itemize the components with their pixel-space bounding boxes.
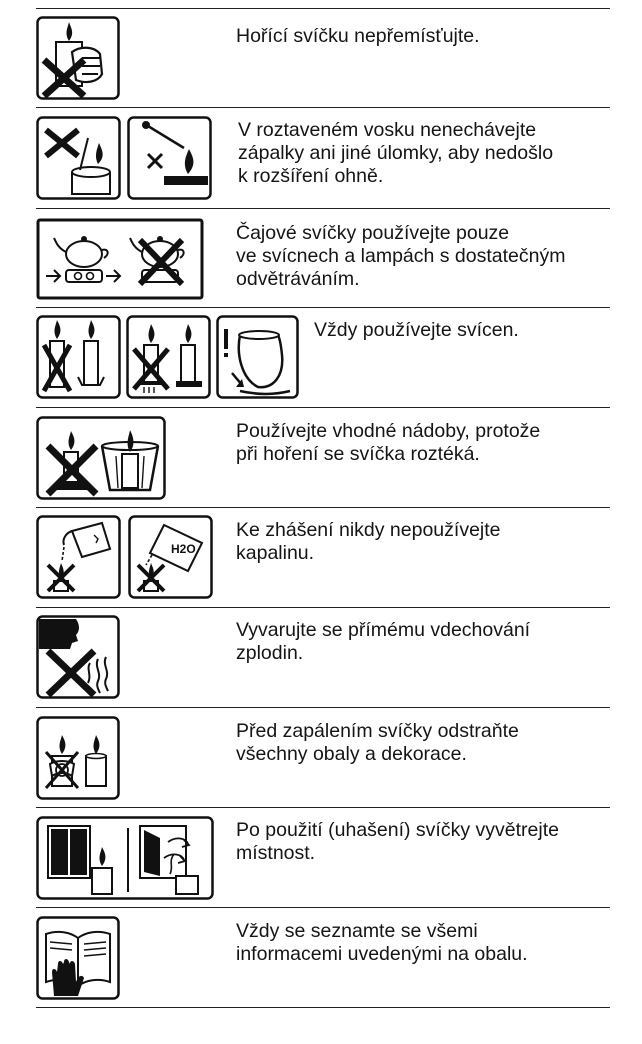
separator-line (36, 307, 610, 308)
remove-packaging-icon (36, 716, 120, 800)
no-matches-in-wax-icon (36, 116, 212, 200)
instruction-text: Po použití (uhašení) svíčky vyvětrejte místnost. (236, 819, 559, 864)
read-information-icon (36, 916, 120, 1000)
instruction-text: Vyvarujte se přímému vdechování zplodin. (236, 619, 531, 664)
no-moving-burning-candle-icon (36, 16, 120, 100)
separator-line (36, 607, 610, 608)
separator-line (36, 8, 610, 9)
instruction-text: Čajové svíčky používejte pouze ve svícnech a lampách s dostatečným odvětráváním. (236, 222, 566, 290)
separator-line (36, 707, 610, 708)
use-candle-holder-icon (36, 315, 300, 399)
separator-line (36, 208, 610, 209)
separator-line (36, 107, 610, 108)
separator-line (36, 1007, 610, 1008)
suitable-container-icon (36, 416, 166, 500)
separator-line (36, 407, 610, 408)
instruction-text: V roztaveném vosku nenechávejte zápalky ani jiné úlomky, aby nedošlo k rozšíření ohně. (238, 119, 554, 187)
ventilate-room-icon (36, 816, 214, 900)
water-label: H2O (171, 542, 196, 556)
separator-line (36, 807, 610, 808)
tealight-ventilation-icon (36, 218, 204, 300)
separator-line (36, 507, 610, 508)
instruction-text: Před zapálením svíčky odstraňte všechny obaly a dekorace. (236, 720, 519, 765)
separator-line (36, 907, 610, 908)
no-liquid-extinguishing-icon (36, 515, 214, 599)
instruction-text: Vždy používejte svícen. (314, 319, 519, 341)
no-inhaling-fumes-icon (36, 615, 120, 699)
instruction-text: Vždy se seznamte se všemi informacemi uvedenými na obalu. (236, 920, 528, 965)
instruction-text: Ke zhášení nikdy nepoužívejte kapalinu. (236, 519, 501, 564)
instruction-text: Používejte vhodné nádoby, protože při hoření se svíčka roztéká. (236, 420, 541, 465)
instruction-text: Hořící svíčku nepřemísťujte. (236, 25, 480, 47)
